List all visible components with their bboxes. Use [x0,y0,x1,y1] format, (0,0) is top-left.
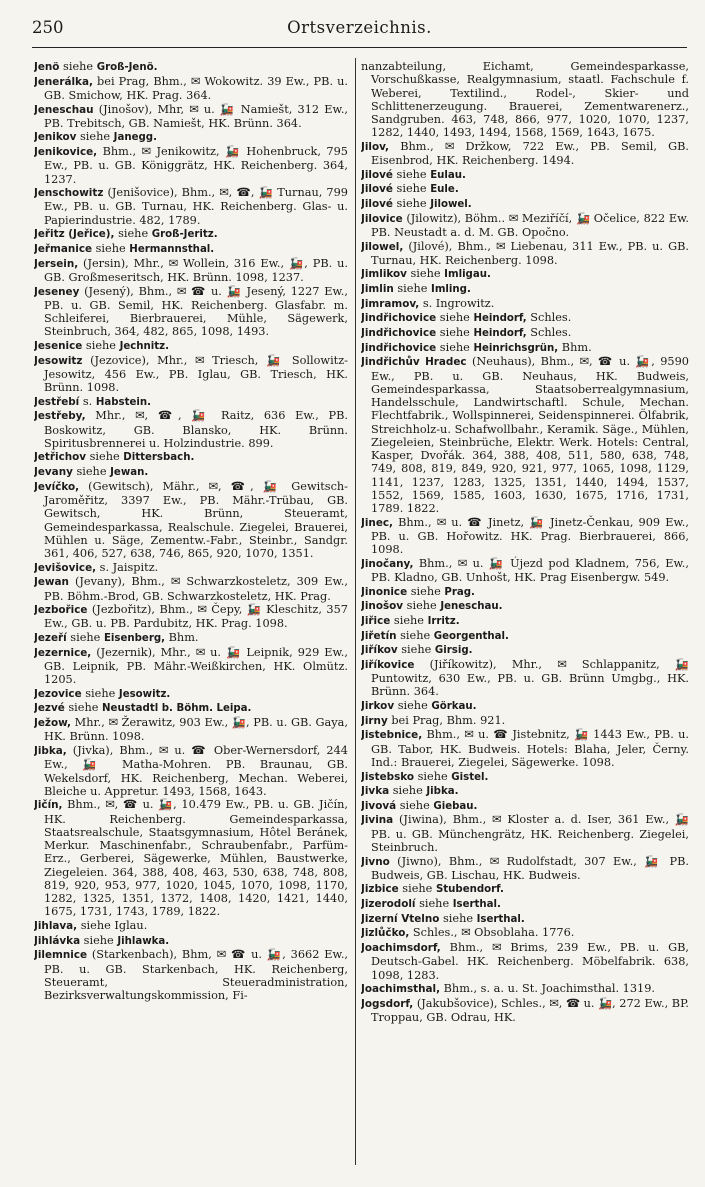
entry-text: (Jezovice), Mhr., ✉ Triesch, 🚂 Sollowitz-Jesowitz, 456 Ew., PB. Iglau, GB. Triesch, HK. Brünn. 1098. [44,353,348,395]
entry-text: siehe [436,340,474,354]
entry-text: (Gewitsch), Mähr., ✉, ☎, 🚂 Gewitsch-Jaroměřitz, 3397 Ew., PB. Mähr.-Trübau, GB. Gewitsch, HK. Brünn, Steueramt, Gemeindesparkassa, Realschule. Ziegelei, Brauerei, Mühlen u. Säge, Zementw.-Fabr., Steinbr., Sandgr. 361, 406, 527, 638, 746, 865, 920, 1070, 1351. [44,479,348,560]
entry-cross-reference: Eule. [430,184,459,196]
directory-entry [361,557,689,585]
entry-text: siehe [76,130,114,144]
entry-cross-reference: Neustadtl b. Böhm. Leipa. [102,703,252,715]
entry-text: Bhm., ✉, ☎ u. 🚂, 10.479 Ew., PB. u. GB. Jičín, HK. Reichenberg. Gemeindesparkassa, Staatsrealschule, Staatsgymnasium, Hôtel Beránek, Merkur. Maschinenfabr., Schraubenfabr., Parfüm-Erz., Gerberei, Sägewerke, Mühlen, Baustwerke, Ziegeleien. 364, 388, 408, 463, 530, 638, 748, 808, 819, 920, 953, 977, 1020, 1045, 1070, 1098, 1170, 1282, 1325, 1351, 1372, 1408, 1420, 1421, 1440, 1675, 1731, 1743, 1789, 1822. [44,798,348,919]
entry-cross-reference: Heindorf, [473,313,527,325]
entry-headword: Jilovice [361,212,403,225]
directory-entry [361,629,689,643]
directory-entry [361,855,689,883]
entry-headword: Jiříkov [361,644,398,657]
directory-entry [361,813,689,854]
directory-entry [361,585,689,599]
entry-cross-reference: Iserthal. [452,899,501,911]
entry-text: siehe [392,167,431,181]
entry-text: (Jevany), Bhm., ✉ Schwarzkosteletz, 309 Ew., PB. Böhm.-Brod, GB. Schwarzkosteletz, HK. Prag. [44,575,348,603]
entry-cross-reference: Jihlawka. [117,935,170,947]
directory-entry [34,934,348,948]
entry-text: siehe [390,614,428,628]
directory-entry [361,614,689,628]
entry-headword: Jezvé [34,702,65,715]
entry-headword: Jinošov [361,600,404,613]
entry-text: siehe [72,465,111,479]
page-header [32,18,687,42]
entry-headword: Jimramov, [361,297,420,310]
directory-entry [34,948,348,1002]
entry-text: siehe [403,599,441,613]
directory-entry [34,744,348,798]
directory-entry [34,687,348,701]
entry-headword: Ježow, [34,717,71,730]
entry-text: (Jiwina), Bhm., ✉ Kloster a. d. Iser, 361 Ew., 🚂 PB. u. GB. Münchengrätz, HK. Reichenberg. Ziegelei, Steinbruch. [371,813,689,854]
directory-entry [361,770,689,784]
entry-text: siehe [66,631,104,645]
directory-entry [361,212,689,240]
entry-text: Bhm., ✉ Jenikowitz, 🚂 Hohenbruck, 795 Ew., PB. u. GB. Königgrätz, HK. Reichenberg. 364, 1237. [44,145,348,186]
entry-headword: Jihlava, [34,920,78,933]
directory-entry [361,926,689,940]
entry-headword: Jesowitz [34,354,83,367]
entry-text: (Jezbořitz), Bhm., ✉ Čepy, 🚂 Kleschitz, 357 Ew., GB. u. PB. Pardubitz, HK. Prag. 1098. [44,603,348,631]
entry-headword: Jinec, [361,516,393,529]
directory-entry [34,339,348,353]
entry-headword: Jimlin [361,283,394,296]
entry-cross-reference: Prag. [444,586,475,598]
entry-headword: Jinočany, [361,557,414,570]
entry-cross-reference: Imling. [431,284,471,296]
entry-headword: Jilemnice [34,949,88,962]
entry-cross-reference: Heindorf, [473,328,527,340]
entry-headword: Jevišovice, [34,561,97,574]
directory-entry [34,60,348,74]
entry-headword: Jenö [34,61,60,73]
directory-entry [34,798,348,918]
directory-entry [361,282,689,296]
entry-headword: Jibka, [34,745,67,758]
entry-cross-reference: Görkau. [431,701,477,713]
directory-entry [34,145,348,186]
entry-text: siehe [397,643,435,657]
directory-entry [34,130,348,144]
directory-entry [361,60,689,140]
directory-entry [361,799,689,813]
entry-text: siehe [114,227,152,241]
entry-headword: Jersein, [34,257,79,270]
directory-entry [34,701,348,715]
entry-headword: Jilové [361,183,393,196]
entry-headword: Jetřichov [34,451,87,464]
directory-entry [361,658,689,699]
entry-text: s. [79,394,96,408]
entry-cross-reference: Dittersbach. [123,452,195,464]
entry-text: siehe [415,897,453,911]
entry-text: (Jinošov), Mhr, ✉ u. 🚂 Namiešt, 312 Ew., PB. Trebitsch, GB. Namiešt, HK. Brünn. 364. [44,102,348,130]
entry-headword: Jilowel, [361,240,404,253]
entry-text-tail: Bhm. [165,631,199,645]
entry-text: s. Jaispitz. [96,560,159,574]
directory-entry [361,643,689,657]
entry-cross-reference: Stubendorf. [435,884,504,896]
entry-text: siehe [392,182,431,196]
entry-cross-reference: Janegg. [113,132,157,144]
entry-headword: Jewan [34,576,69,589]
entry-headword: Jivina [361,814,394,827]
entry-headword: Jestřebí [34,395,80,408]
entry-cross-reference: Groß-Jeritz. [151,229,218,241]
page-number: 250 [32,18,64,37]
entry-headword: Jindřichovice [361,327,437,340]
entry-text: siehe [414,769,452,783]
entry-text: siehe [59,60,97,73]
entry-headword: Jilové [361,198,393,211]
entry-text: siehe [393,282,432,296]
directory-entry [361,784,689,798]
directory-entry [34,103,348,131]
entry-headword: Jizbice [361,883,399,896]
page-title: Ortsverzeichnis. [287,18,432,37]
directory-entry [361,297,689,311]
entry-cross-reference: Hermannsthal. [129,243,215,255]
entry-text: (Jivka), Bhm., ✉ u. ☎ Ober-Wernersdorf, 244 Ew., 🚂 Matha-Mohren. PB. Braunau, GB. Wekelsdorf, HK. Reichenberg, Mechan. Weberei, Bleiche u. Appretur. 1493, 1568, 1643. [44,744,348,798]
entry-headword: Joachimsdorf, [361,942,441,955]
entry-headword: Jilové [361,168,393,181]
entry-headword: Jizerodolí [361,898,416,911]
entry-text: siehe [398,882,436,896]
entry-text: siehe [439,911,477,925]
entry-text: Mhr., ✉ Žerawitz, 903 Ew., 🚂, PB. u. GB. Gaya, HK. Brünn. 1098. [44,716,348,744]
entry-text: bei Prag, Bhm., ✉ Wokowitz. 39 Ew., PB. u. GB. Smichow, HK. Prag. 364. [44,74,348,102]
entry-headword: Jestřeby, [34,410,86,423]
entry-headword: Jenschowitz [34,187,104,200]
directory-entry [361,882,689,896]
directory-entry [34,561,348,575]
entry-headword: Jezeří [34,632,67,645]
entry-cross-reference: Irritz. [427,616,460,628]
entry-cross-reference: Jeneschau. [440,601,503,613]
entry-text: (Jiwno), Bhm., ✉ Rudolfstadt, 307 Ew., 🚂 PB. Budweis, GB. Lischau, HK. Budweis. [371,854,689,882]
entry-text: siehe [92,241,130,255]
entry-text-tail: Schles. [526,311,572,325]
directory-entry [361,897,689,911]
directory-entry [34,716,348,744]
entry-headword: Jindřichovice [361,341,437,354]
entry-text: bei Prag, Bhm. 921. [387,713,506,727]
directory-entry [34,646,348,687]
entry-headword: Jinonice [361,585,408,598]
entry-headword: Jihlávka [34,934,81,947]
entry-cross-reference: Imligau. [444,269,491,281]
entry-text: (Jenišovice), Bhm., ✉, ☎, 🚂 Turnau, 799 Ew., PB. u. GB. Turnau, HK. Reichenberg. Glas- u. Papierindustrie. 482, 1789. [44,186,348,227]
directory-entry [34,395,348,409]
entry-text: (Jezernik), Mhr., ✉ u. 🚂 Leipnik, 929 Ew., GB. Leipnik, PB. Mähr.-Weißkirchen, HK. Olmütz. 1205. [44,645,348,687]
entry-cross-reference: Habstein. [95,396,151,408]
directory-entry [361,140,689,168]
entry-headword: Jindřichovice [361,312,437,325]
directory-entry [361,941,689,982]
entry-text: Schles., ✉ Obsoblaha. 1776. [409,926,575,940]
entry-headword: Joachimsthal, [361,983,441,996]
entry-headword: Jeneschau [34,103,94,116]
entry-headword: Jičín, [34,799,63,812]
entry-cross-reference: Giebau. [433,800,478,812]
directory-entry [34,75,348,103]
directory-entry [361,326,689,340]
entry-cross-reference: Groß-Jenö. [96,62,158,73]
directory-entry [34,450,348,464]
entry-text: siehe [394,699,432,713]
entry-headword: Jistebnice, [361,729,423,742]
entry-text: (Jiříkowitz), Mhr., ✉ Schlappanitz, 🚂 Puntowitz, 630 Ew., PB. u. GB. Brünn Umgbg., HK. Brünn. 364. [371,657,689,699]
entry-headword: Jimlikov [361,268,407,281]
entry-headword: Jezovice [34,687,82,700]
entry-text: Bhm., ✉ Brims, 239 Ew., PB. u. GB, Deutsch-Gabel. HK. Reichenberg. Möbelfabrik. 638, 1098, 1283. [371,941,689,982]
entry-headword: Jivová [361,799,397,812]
directory-entry [361,714,689,728]
directory-entry [34,465,348,479]
directory-entry [361,240,689,268]
entry-headword: Jenerálka, [34,75,93,88]
entry-text: (Jakubšovice), Schles., ✉, ☎ u. 🚂, 272 Ew., BP. Troppau, GB. Odrau, HK. [371,996,689,1025]
entry-text: (Jilowitz), Böhm.. ✉ Meziříčí, 🚂 Očelice, 822 Ew. PB. Neustadt a. d. M. GB. Opočno. [371,211,689,239]
right-column [361,60,689,1172]
entry-cross-reference: Jilowel. [430,199,472,211]
entry-text: (Starkenbach), Bhm, ✉ ☎ u. 🚂, 3662 Ew., PB. u. GB. Starkenbach, HK. Reichenberg, Steueramt, Steueradministration, Bezirksverwaltungskommission, Fi- [44,948,348,1003]
directory-entry [361,311,689,325]
entry-text: siehe [64,701,103,715]
entry-headword: Jirkov [361,700,395,713]
entry-headword: Jiříkovice [361,658,415,671]
entry-text: siehe [407,584,445,598]
entry-headword: Jiřice [361,615,391,628]
directory-entry [34,285,348,339]
directory-entry [361,912,689,926]
entry-headword: Jenikovice, [34,146,98,159]
left-column [34,60,348,1172]
directory-entry [34,354,348,395]
header-rule [32,47,687,48]
directory-entry [361,267,689,281]
directory-entry [34,919,348,933]
entry-headword: Jindřichův Hradec [361,356,467,369]
directory-entry [361,168,689,182]
directory-entry [361,728,689,769]
entry-text: siehe [392,197,431,211]
entry-cross-reference: Jesowitz. [118,688,171,700]
entry-headword: Jilov, [361,140,390,153]
entry-text: siehe [81,686,119,700]
entry-cross-reference: Jechnitz. [119,340,169,352]
entry-headword: Jizlůčko, [361,927,410,940]
entry-headword: Jevíčko, [34,480,80,493]
directory-entry [34,409,348,450]
entry-text: siehe [396,628,434,642]
entry-headword: Jeseney [34,285,80,298]
entry-cross-reference: Iserthal. [476,913,525,925]
directory-entry [34,603,348,631]
entry-text: Bhm., s. a. u. St. Joachimsthal. 1319. [440,982,655,996]
directory-entry [361,355,689,515]
entry-text: siehe [389,784,427,798]
entry-cross-reference: Eulau. [430,169,466,181]
entry-cross-reference: Georgenthal. [433,630,509,642]
entry-text: siehe [86,450,124,464]
entry-text: siehe [406,267,445,281]
entry-text: Bhm., ✉ u. 🚂 Újezd pod Kladnem, 756, Ew., PB. Kladno, GB. Unhošt, HK. Prag Eisenbergw. 549. [371,556,689,585]
entry-headword: Jivka [361,785,390,798]
directory-entry [361,516,689,557]
entry-cross-reference: Heinrichsgrün, [473,342,559,354]
entry-text: Mhr., ✉, ☎, 🚂 Raitz, 636 Ew., PB. Boskowitz, GB. Blansko, HK. Brünn. Spiritusbrennerei u. Holzindustrie. 899. [44,409,348,450]
directory-entry [34,186,348,227]
entry-headword: Jeřmanice [34,242,93,255]
directory-entry [361,182,689,196]
entry-cross-reference: Gistel. [451,771,489,783]
entry-headword: Jivno [361,855,390,868]
entry-headword: Jizerní Vtelno [361,912,440,925]
directory-entry [34,242,348,256]
entry-cross-reference: Jibka. [426,786,459,798]
entry-text: (Jersin), Mhr., ✉ Wollein, 316 Ew., 🚂, PB. u. GB. Großmeseritsch, HK. Brünn. 1098, 1237. [44,256,348,284]
entry-text: siehe [436,311,474,325]
directory-entry [361,599,689,613]
directory-entry [361,341,689,355]
entry-headword: Jistebsko [361,770,415,783]
directory-entry [34,480,348,561]
directory-entry [361,197,689,211]
entry-headword: Jenikov [34,131,77,144]
directory-entry [361,982,689,996]
entry-cross-reference: Jewan. [110,467,149,479]
entry-cross-reference: Girsig. [434,645,473,657]
entry-headword: Jevany [34,466,73,479]
entry-text: (Neuhaus), Bhm., ✉, ☎ u. 🚂, 9590 Ew., PB. u. GB. Neuhaus, HK. Budweis, Gemeindesparkassa, Staatsoberrealgymnasium, Handelsschule, Landwirtschaftl. Schule, Mechan. Flechtfabrik., Wollspinnerei, Seidenspinnerei. Ölfabrik, Streichholz-u. Schafwollbahr., Keramik. Säge., Mühlen, Ziegeleien, Steinbrüche, Elektr. Werk. Hotels: Central, Kasper, Dvořák. 364, 388, 408, 511, 580, 638, 748, 749, 808, 819, 849, 920, 921, 977, 1065, 1098, 1129, 1141, 1237, 1283, 1325, 1351, 1440, 1494, 1537, 1552, 1569, 1585, 1603, 1630, 1675, 1716, 1731, 1789. 1822. [371,355,689,516]
column-divider [355,58,356,1165]
entry-text: (Jesený), Bhm., ✉ ☎ u. 🚂 Jesený, 1227 Ew., PB. u. GB. Semil, HK. Reichenberg. Glasfabr. m. Schleiferei, Bierbrauerei, Mühle, Sägewerk, Steinbruch, 364, 482, 865, 1098, 1493. [44,284,348,339]
directory-entry [34,257,348,285]
entry-text-tail: Schles. [526,326,572,340]
entry-text: siehe [82,338,120,352]
entry-text: siehe [396,798,434,812]
entry-headword: Jirny [361,714,388,727]
entry-text: Bhm., ✉ Držkow, 722 Ew., PB. Semil, GB. Eisenbrod, HK. Reichenberg. 1494. [371,139,689,168]
directory-entry [361,699,689,713]
directory-entry [361,997,689,1025]
directory-entry [34,575,348,603]
entry-text: s. Ingrowitz. [419,296,495,310]
entry-text: siehe [436,326,474,340]
directory-entry [34,631,348,645]
entry-headword: Jogsdorf, [361,997,414,1010]
entry-headword: Jezernice, [34,646,92,659]
directory-entry [34,227,348,241]
entry-text-tail: Bhm. [558,340,592,354]
entry-headword: Jesenice [34,339,83,352]
entry-text: Bhm., ✉ u. ☎ Jinetz, 🚂 Jinetz-Čenkau, 909 Ew., PB. u. GB. Hořowitz. HK. Prag. Bierbrauerei, 866, 1098. [371,515,689,557]
entry-headword: Jezbořice [34,604,88,617]
entry-text: nanzabteilung, Eichamt, Gemeindesparkasse, Vorschußkasse, Realgymnasium, staatl. Fachschule f. Weberei, Textilind., Rodel-, Skier- und Schlittenerzeugung. Brauerei, Zementwarenerz., Sandgruben. 463, 748, 866, 977, 1020, 1070, 1237, 1282, 1440, 1493, 1494, 1568, 1569, 1643, 1675. [361,60,689,140]
entry-text: siehe [80,933,118,947]
entry-text: (Jilové), Bhm., ✉ Liebenau, 311 Ew., PB. u. GB. Turnau, HK. Reichenberg. 1098. [371,239,689,267]
entry-headword: Jiřetín [361,629,397,642]
entry-cross-reference: Eisenberg, [103,633,166,645]
entry-text: siehe Iglau. [77,919,148,933]
entry-headword: Jeřitz (Jeřice), [34,228,115,241]
entry-text: Bhm., ✉ u. ☎ Jistebnitz, 🚂 1443 Ew., PB. u. GB. Tabor, HK. Budweis. Hotels: Blaha, Jeler, Černy. Ind.: Brauerei, Ziegelei, Sägewerke. 1098. [371,728,689,769]
